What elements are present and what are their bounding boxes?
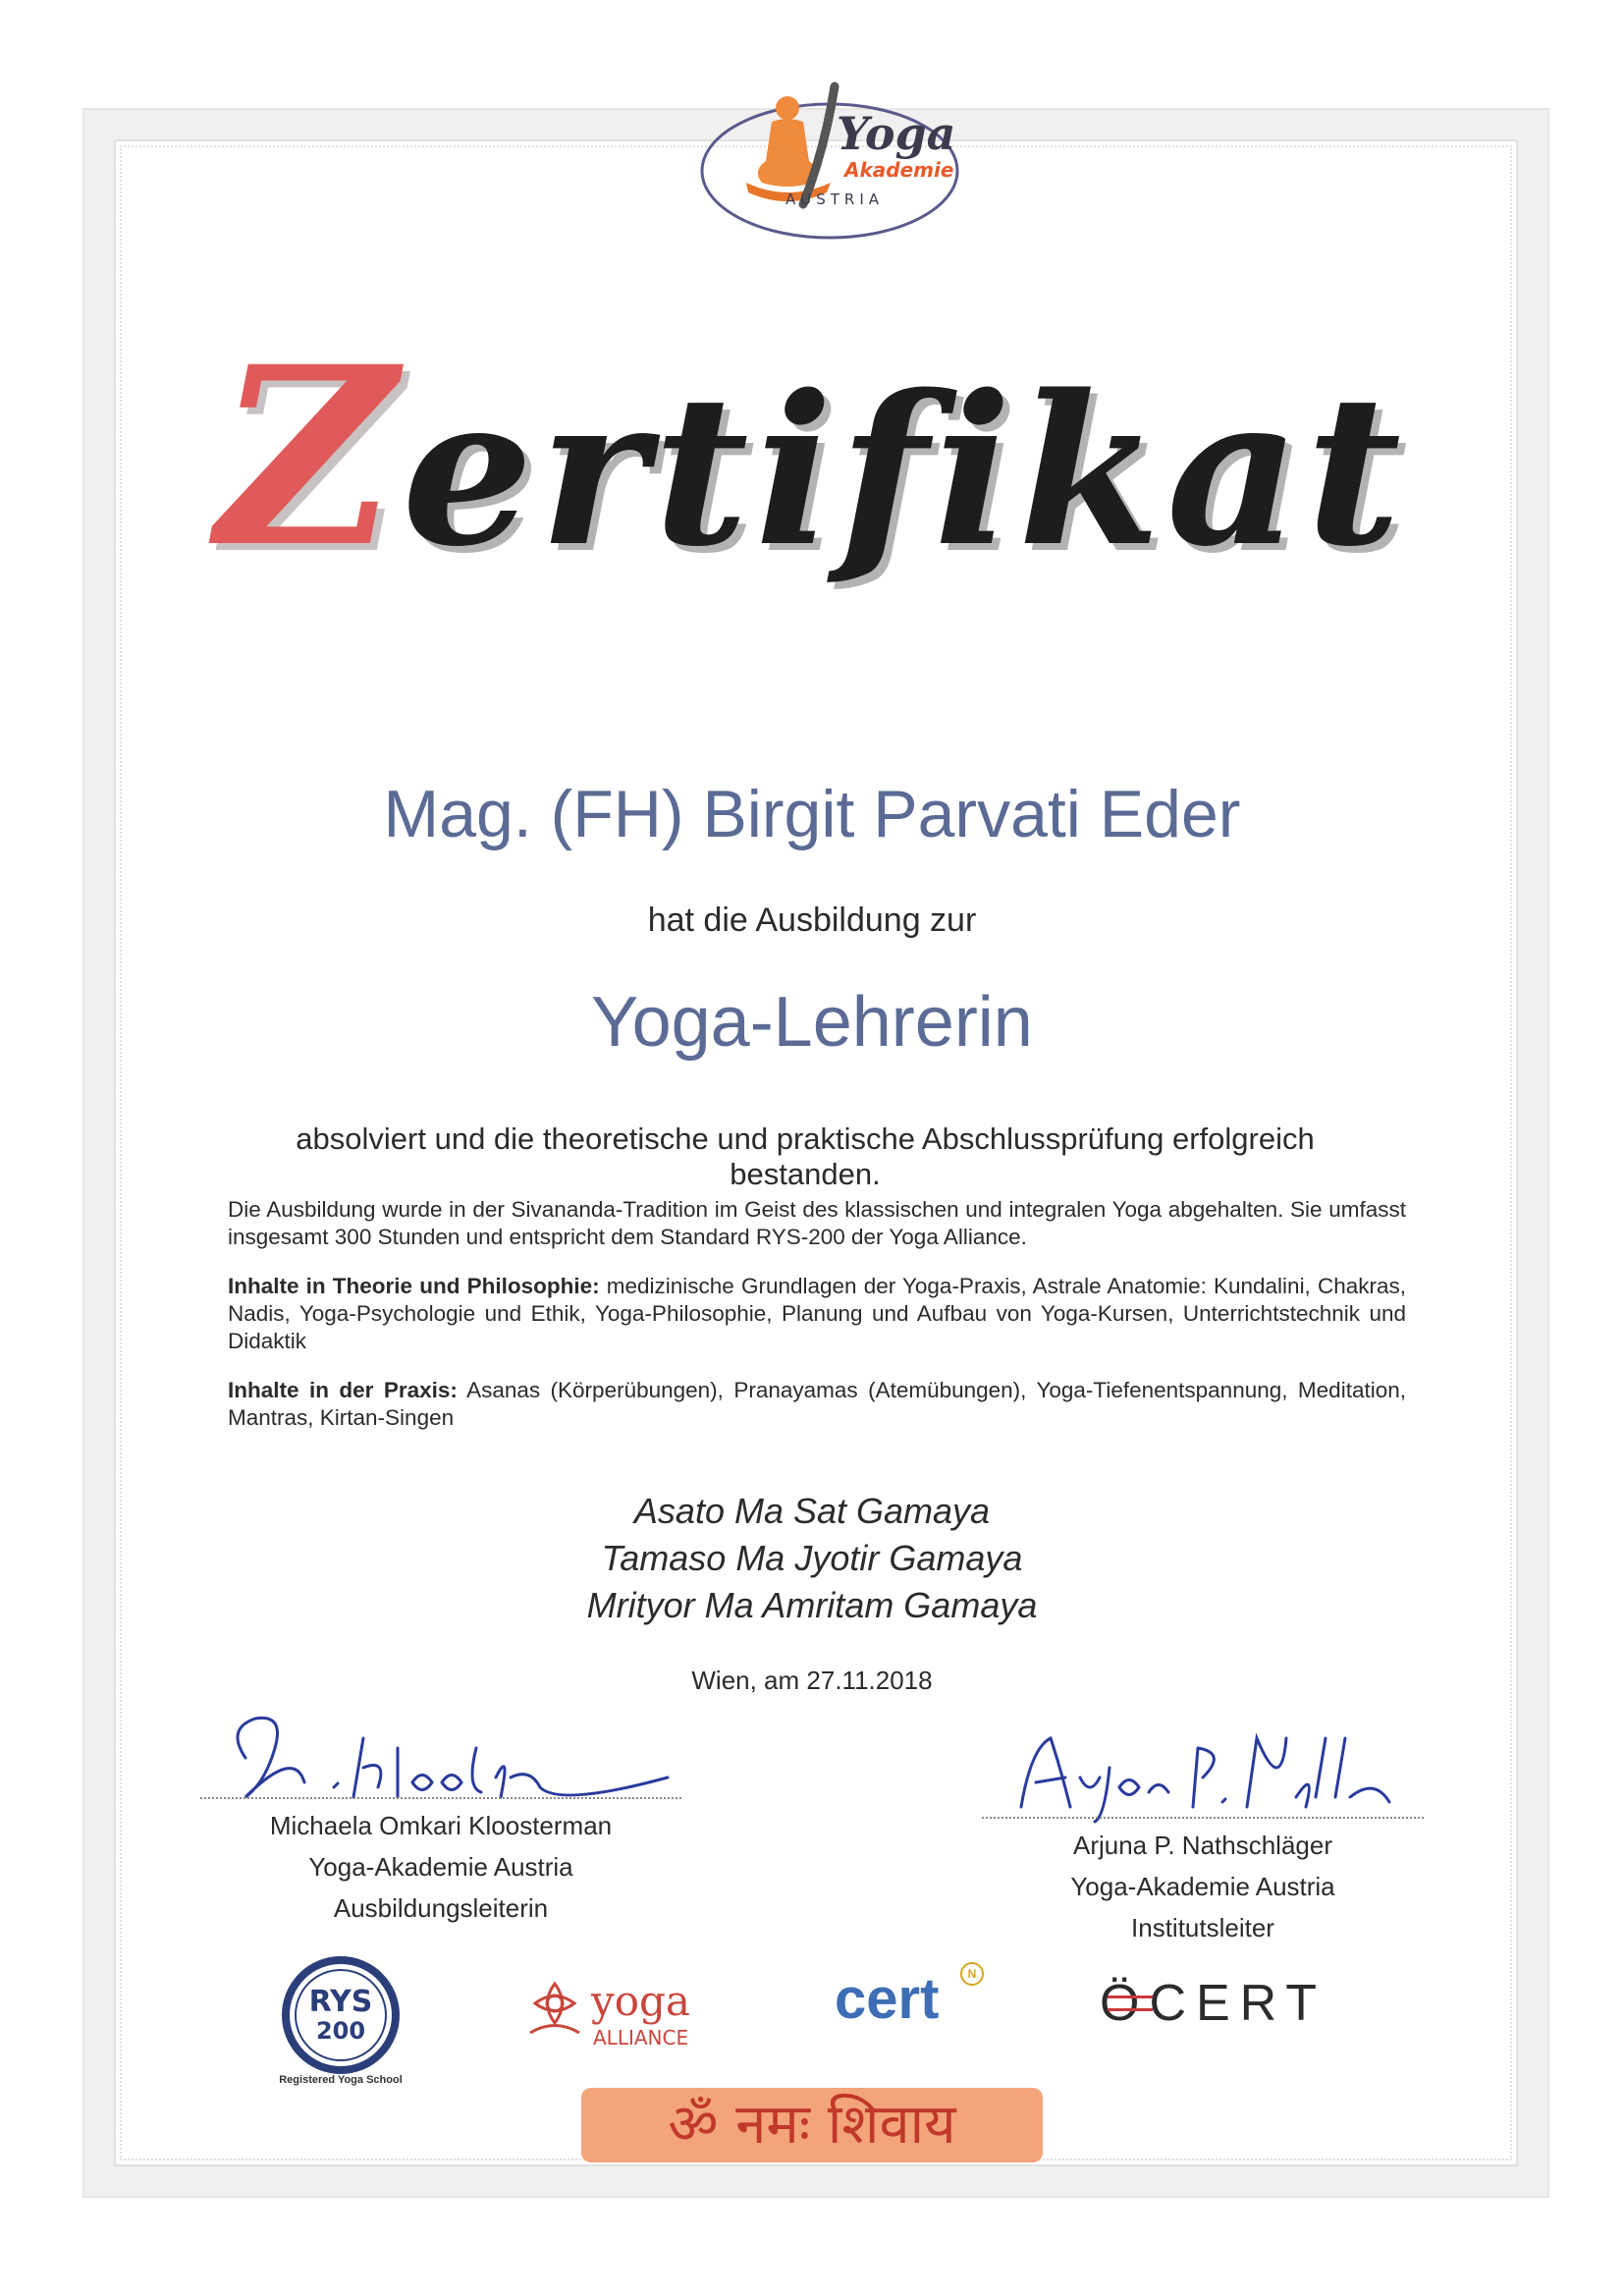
signer-role: Ausbildungsleiterin [333, 1893, 549, 1923]
place-date: Wien, am 27.11.2018 [691, 1666, 933, 1695]
signer-name: Michaela Omkari Kloosterman [269, 1811, 613, 1840]
rys-top-text: RYS [308, 1985, 373, 2019]
signer-organization: Yoga-Akademie Austria [1070, 1872, 1335, 1901]
mantra-line: Asato Ma Sat Gamaya [633, 1491, 991, 1531]
ya-sub: ALLIANCE [593, 2026, 689, 2050]
oecert-logo: ÖCERT [1100, 1975, 1327, 2032]
signature-block-right [943, 1825, 1463, 1948]
training-description: Die Ausbildung wurde in der Sivananda-Tradition im Geist des klassischen und integralen Yoga abgehalten. Sie umfasst insgesamt 300 Stunden und entspricht dem Standard RYS-200 der Yoga Alliance. [228, 1197, 1406, 1249]
practice-text: Asanas (Körperübungen), Pranayamas (Atemübungen), Yoga-Tiefenentspannung, Meditation, Mantras, Kirtan-Singen [228, 1378, 1406, 1430]
om-namah-shivaya-banner: ॐ नमः शिवाय [581, 2088, 1043, 2162]
logo-country: AUSTRIA [785, 191, 885, 208]
signer-role: Institutsleiter [1131, 1913, 1274, 1942]
profession: Yoga-Lehrerin [591, 983, 1033, 1062]
practice-content [228, 1377, 1406, 1432]
logo-sub: Akademie [844, 158, 954, 182]
signature-block-left [200, 1805, 681, 1929]
signer-name: Arjuna P. Nathschläger [1072, 1831, 1332, 1860]
yoga-alliance-logo [511, 1964, 722, 2062]
recipient-name: Mag. (FH) Birgit Parvati Eder [383, 777, 1241, 851]
theory-content [228, 1273, 1406, 1355]
ya-word: yoga [591, 1977, 690, 2025]
cert-n-mark: N [960, 1962, 984, 1986]
theory-label: Inhalte in Theorie und Philosophie: [228, 1274, 600, 1298]
rys-caption: Registered Yoga School [279, 2074, 403, 2086]
mantra-line: Mrityor Ma Amritam Gamaya [586, 1585, 1038, 1625]
signature-line-left [200, 1797, 681, 1799]
rys-number: 200 [315, 2017, 366, 2045]
title-rest: ertifikat [402, 350, 1408, 592]
theory-text: medizinische Grundlagen der Yoga-Praxis, Astrale Anatomie: Kundalini, Chakras, Nadis, Yoga-Psychologie und Ethik, Yoga-Philosophie, Planung und Aufbau von Yoga-Kursen, Unterrichtstechnik und Didaktik [228, 1274, 1406, 1353]
yoga-akademie-logo [687, 81, 972, 247]
cert-logo: cert [835, 1967, 940, 2031]
certificate-title [0, 312, 1624, 601]
signer-organization: Yoga-Akademie Austria [308, 1852, 573, 1882]
logo-brand: Yoga [837, 107, 956, 160]
completion-text: absolviert und die theoretische und praktische Abschlussprüfung erfolgreich bestanden. [296, 1121, 1315, 1191]
intro-text: hat die Ausbildung zur [647, 902, 977, 939]
title-initial: Z [216, 312, 403, 601]
rys-200-badge [277, 1954, 405, 2082]
signature-line-right [982, 1817, 1424, 1819]
oecert-red-mark-icon [1108, 1995, 1153, 2011]
mantra-line: Tamaso Ma Jyotir Gamaya [601, 1538, 1023, 1578]
practice-label: Inhalte in der Praxis: [228, 1378, 458, 1402]
signature-right-image [1001, 1709, 1394, 1827]
